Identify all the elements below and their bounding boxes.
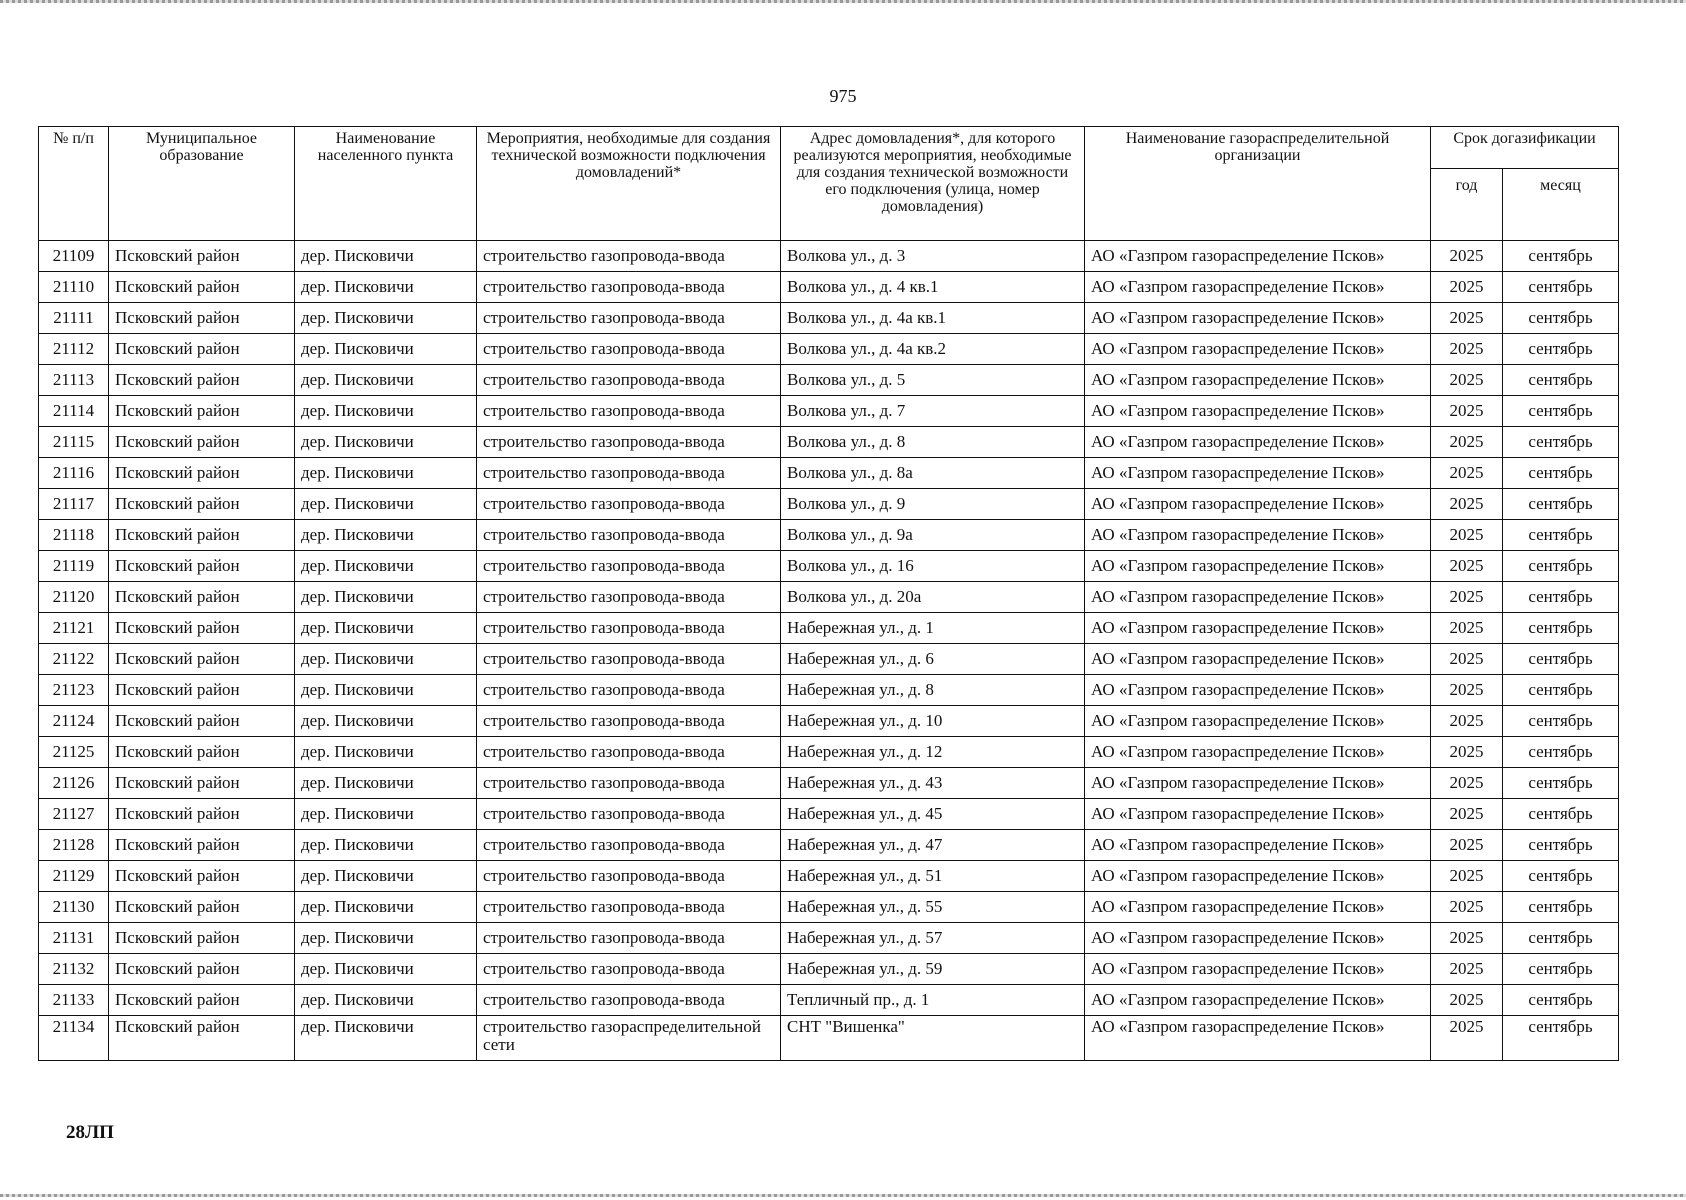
cell-address: Волкова ул., д. 9 bbox=[781, 489, 1085, 520]
cell-month: сентябрь bbox=[1503, 892, 1619, 923]
table-row bbox=[39, 551, 1619, 582]
cell-organization: АО «Газпром газораспределение Псков» bbox=[1085, 706, 1431, 737]
cell-measure: строительство газопровода-ввода bbox=[477, 706, 781, 737]
cell-num: 21111 bbox=[39, 303, 109, 334]
cell-address: Волкова ул., д. 8а bbox=[781, 458, 1085, 489]
table-row bbox=[39, 954, 1619, 985]
header-measures: Мероприятия, необходимые для создания технической возможности подключения домовладений* bbox=[477, 127, 781, 241]
cell-num: 21129 bbox=[39, 861, 109, 892]
table-row bbox=[39, 706, 1619, 737]
cell-locality: дер. Писковичи bbox=[295, 768, 477, 799]
cell-num: 21109 bbox=[39, 241, 109, 272]
cell-month: сентябрь bbox=[1503, 830, 1619, 861]
cell-address: Волкова ул., д. 4а кв.2 bbox=[781, 334, 1085, 365]
cell-organization: АО «Газпром газораспределение Псков» bbox=[1085, 272, 1431, 303]
cell-municipality: Псковский район bbox=[109, 365, 295, 396]
cell-year: 2025 bbox=[1431, 644, 1503, 675]
cell-organization: АО «Газпром газораспределение Псков» bbox=[1085, 520, 1431, 551]
cell-locality: дер. Писковичи bbox=[295, 954, 477, 985]
cell-organization: АО «Газпром газораспределение Псков» bbox=[1085, 923, 1431, 954]
cell-organization: АО «Газпром газораспределение Псков» bbox=[1085, 613, 1431, 644]
cell-municipality: Псковский район bbox=[109, 489, 295, 520]
cell-year: 2025 bbox=[1431, 427, 1503, 458]
cell-num: 21118 bbox=[39, 520, 109, 551]
cell-organization: АО «Газпром газораспределение Псков» bbox=[1085, 334, 1431, 365]
cell-num: 21127 bbox=[39, 799, 109, 830]
cell-num: 21132 bbox=[39, 954, 109, 985]
table-row bbox=[39, 241, 1619, 272]
header-month: месяц bbox=[1503, 169, 1619, 241]
cell-year: 2025 bbox=[1431, 582, 1503, 613]
cell-month: сентябрь bbox=[1503, 582, 1619, 613]
cell-year: 2025 bbox=[1431, 861, 1503, 892]
cell-month: сентябрь bbox=[1503, 458, 1619, 489]
cell-organization: АО «Газпром газораспределение Псков» bbox=[1085, 458, 1431, 489]
cell-measure: строительство газопровода-ввода bbox=[477, 923, 781, 954]
cell-municipality: Псковский район bbox=[109, 644, 295, 675]
cell-address: Волкова ул., д. 8 bbox=[781, 427, 1085, 458]
cell-municipality: Псковский район bbox=[109, 303, 295, 334]
cell-num: 21131 bbox=[39, 923, 109, 954]
cell-address: Волкова ул., д. 7 bbox=[781, 396, 1085, 427]
cell-locality: дер. Писковичи bbox=[295, 582, 477, 613]
cell-address: Волкова ул., д. 16 bbox=[781, 551, 1085, 582]
cell-address: Набережная ул., д. 51 bbox=[781, 861, 1085, 892]
cell-year: 2025 bbox=[1431, 830, 1503, 861]
cell-month: сентябрь bbox=[1503, 520, 1619, 551]
header-organization: Наименование газораспределительной организации bbox=[1085, 127, 1431, 241]
cell-measure: строительство газопровода-ввода bbox=[477, 241, 781, 272]
cell-measure: строительство газопровода-ввода bbox=[477, 551, 781, 582]
cell-organization: АО «Газпром газораспределение Псков» bbox=[1085, 861, 1431, 892]
cell-year: 2025 bbox=[1431, 334, 1503, 365]
table-row bbox=[39, 1016, 1619, 1061]
cell-municipality: Псковский район bbox=[109, 272, 295, 303]
cell-address: Волкова ул., д. 3 bbox=[781, 241, 1085, 272]
cell-organization: АО «Газпром газораспределение Псков» bbox=[1085, 644, 1431, 675]
cell-measure: строительство газопровода-ввода bbox=[477, 830, 781, 861]
cell-locality: дер. Писковичи bbox=[295, 334, 477, 365]
table-row bbox=[39, 365, 1619, 396]
cell-measure: строительство газопровода-ввода bbox=[477, 861, 781, 892]
table-row bbox=[39, 737, 1619, 768]
cell-municipality: Псковский район bbox=[109, 923, 295, 954]
table-row bbox=[39, 799, 1619, 830]
cell-month: сентябрь bbox=[1503, 303, 1619, 334]
gasification-table bbox=[38, 126, 1619, 1061]
cell-year: 2025 bbox=[1431, 675, 1503, 706]
cell-year: 2025 bbox=[1431, 799, 1503, 830]
cell-measure: строительство газопровода-ввода bbox=[477, 954, 781, 985]
cell-num: 21112 bbox=[39, 334, 109, 365]
cell-num: 21134 bbox=[39, 1016, 109, 1061]
cell-num: 21120 bbox=[39, 582, 109, 613]
cell-municipality: Псковский район bbox=[109, 675, 295, 706]
cell-num: 21122 bbox=[39, 644, 109, 675]
cell-year: 2025 bbox=[1431, 551, 1503, 582]
cell-num: 21114 bbox=[39, 396, 109, 427]
cell-municipality: Псковский район bbox=[109, 985, 295, 1016]
cell-locality: дер. Писковичи bbox=[295, 675, 477, 706]
cell-address: Набережная ул., д. 59 bbox=[781, 954, 1085, 985]
cell-measure: строительство газопровода-ввода bbox=[477, 613, 781, 644]
cell-municipality: Псковский район bbox=[109, 582, 295, 613]
cell-locality: дер. Писковичи bbox=[295, 458, 477, 489]
cell-year: 2025 bbox=[1431, 241, 1503, 272]
cell-address: Набережная ул., д. 12 bbox=[781, 737, 1085, 768]
cell-measure: строительство газопровода-ввода bbox=[477, 644, 781, 675]
cell-measure: строительство газопровода-ввода bbox=[477, 334, 781, 365]
cell-month: сентябрь bbox=[1503, 427, 1619, 458]
cell-locality: дер. Писковичи bbox=[295, 427, 477, 458]
cell-month: сентябрь bbox=[1503, 334, 1619, 365]
cell-address: Набережная ул., д. 47 bbox=[781, 830, 1085, 861]
cell-municipality: Псковский район bbox=[109, 830, 295, 861]
cell-address: Набережная ул., д. 57 bbox=[781, 923, 1085, 954]
cell-organization: АО «Газпром газораспределение Псков» bbox=[1085, 241, 1431, 272]
cell-month: сентябрь bbox=[1503, 706, 1619, 737]
cell-locality: дер. Писковичи bbox=[295, 365, 477, 396]
cell-locality: дер. Писковичи bbox=[295, 1016, 477, 1061]
cell-municipality: Псковский район bbox=[109, 768, 295, 799]
cell-address: СНТ "Вишенка" bbox=[781, 1016, 1085, 1061]
cell-municipality: Псковский район bbox=[109, 954, 295, 985]
cell-municipality: Псковский район bbox=[109, 551, 295, 582]
cell-year: 2025 bbox=[1431, 923, 1503, 954]
header-municipality: Муниципальное образование bbox=[109, 127, 295, 241]
cell-year: 2025 bbox=[1431, 272, 1503, 303]
cell-organization: АО «Газпром газораспределение Псков» bbox=[1085, 427, 1431, 458]
cell-municipality: Псковский район bbox=[109, 892, 295, 923]
cell-year: 2025 bbox=[1431, 985, 1503, 1016]
table-header bbox=[39, 127, 1619, 241]
cell-month: сентябрь bbox=[1503, 241, 1619, 272]
cell-year: 2025 bbox=[1431, 396, 1503, 427]
cell-organization: АО «Газпром газораспределение Псков» bbox=[1085, 799, 1431, 830]
cell-month: сентябрь bbox=[1503, 768, 1619, 799]
cell-locality: дер. Писковичи bbox=[295, 241, 477, 272]
cell-month: сентябрь bbox=[1503, 613, 1619, 644]
cell-locality: дер. Писковичи bbox=[295, 303, 477, 334]
cell-municipality: Псковский район bbox=[109, 706, 295, 737]
table-row bbox=[39, 582, 1619, 613]
cell-organization: АО «Газпром газораспределение Псков» bbox=[1085, 396, 1431, 427]
cell-month: сентябрь bbox=[1503, 985, 1619, 1016]
cell-measure: строительство газопровода-ввода bbox=[477, 520, 781, 551]
cell-month: сентябрь bbox=[1503, 799, 1619, 830]
cell-month: сентябрь bbox=[1503, 644, 1619, 675]
cell-organization: АО «Газпром газораспределение Псков» bbox=[1085, 737, 1431, 768]
table-row bbox=[39, 830, 1619, 861]
cell-year: 2025 bbox=[1431, 892, 1503, 923]
cell-num: 21124 bbox=[39, 706, 109, 737]
cell-locality: дер. Писковичи bbox=[295, 892, 477, 923]
cell-address: Тепличный пр., д. 1 bbox=[781, 985, 1085, 1016]
cell-municipality: Псковский район bbox=[109, 613, 295, 644]
cell-month: сентябрь bbox=[1503, 365, 1619, 396]
cell-locality: дер. Писковичи bbox=[295, 737, 477, 768]
cell-num: 21115 bbox=[39, 427, 109, 458]
cell-measure: строительство газораспределительной сети bbox=[477, 1016, 781, 1061]
cell-year: 2025 bbox=[1431, 954, 1503, 985]
table-row bbox=[39, 892, 1619, 923]
cell-measure: строительство газопровода-ввода bbox=[477, 396, 781, 427]
cell-organization: АО «Газпром газораспределение Псков» bbox=[1085, 675, 1431, 706]
cell-address: Набережная ул., д. 43 bbox=[781, 768, 1085, 799]
cell-measure: строительство газопровода-ввода bbox=[477, 427, 781, 458]
cell-municipality: Псковский район bbox=[109, 737, 295, 768]
cell-organization: АО «Газпром газораспределение Псков» bbox=[1085, 365, 1431, 396]
cell-address: Волкова ул., д. 5 bbox=[781, 365, 1085, 396]
document-table-container bbox=[38, 126, 1618, 1061]
cell-year: 2025 bbox=[1431, 613, 1503, 644]
table-row bbox=[39, 303, 1619, 334]
header-locality: Наименование населенного пункта bbox=[295, 127, 477, 241]
cell-month: сентябрь bbox=[1503, 489, 1619, 520]
cell-num: 21119 bbox=[39, 551, 109, 582]
cell-measure: строительство газопровода-ввода bbox=[477, 737, 781, 768]
cell-locality: дер. Писковичи bbox=[295, 613, 477, 644]
table-row bbox=[39, 675, 1619, 706]
cell-organization: АО «Газпром газораспределение Псков» bbox=[1085, 582, 1431, 613]
cell-locality: дер. Писковичи bbox=[295, 644, 477, 675]
cell-num: 21126 bbox=[39, 768, 109, 799]
cell-measure: строительство газопровода-ввода bbox=[477, 985, 781, 1016]
cell-organization: АО «Газпром газораспределение Псков» bbox=[1085, 303, 1431, 334]
table-row bbox=[39, 427, 1619, 458]
cell-measure: строительство газопровода-ввода bbox=[477, 458, 781, 489]
cell-measure: строительство газопровода-ввода bbox=[477, 303, 781, 334]
cell-measure: строительство газопровода-ввода bbox=[477, 582, 781, 613]
cell-organization: АО «Газпром газораспределение Псков» bbox=[1085, 1016, 1431, 1061]
cell-year: 2025 bbox=[1431, 1016, 1503, 1061]
cell-year: 2025 bbox=[1431, 365, 1503, 396]
cell-month: сентябрь bbox=[1503, 551, 1619, 582]
cell-address: Волкова ул., д. 4а кв.1 bbox=[781, 303, 1085, 334]
table-body bbox=[39, 241, 1619, 1061]
cell-address: Волкова ул., д. 4 кв.1 bbox=[781, 272, 1085, 303]
cell-municipality: Псковский район bbox=[109, 1016, 295, 1061]
cell-locality: дер. Писковичи bbox=[295, 551, 477, 582]
cell-locality: дер. Писковичи bbox=[295, 706, 477, 737]
cell-month: сентябрь bbox=[1503, 1016, 1619, 1061]
header-num: № п/п bbox=[39, 127, 109, 241]
scan-edge-top bbox=[0, 0, 1686, 3]
cell-month: сентябрь bbox=[1503, 396, 1619, 427]
cell-measure: строительство газопровода-ввода bbox=[477, 272, 781, 303]
cell-num: 21117 bbox=[39, 489, 109, 520]
cell-address: Набережная ул., д. 55 bbox=[781, 892, 1085, 923]
scan-edge-bottom bbox=[0, 1194, 1686, 1197]
cell-address: Набережная ул., д. 45 bbox=[781, 799, 1085, 830]
cell-address: Волкова ул., д. 20а bbox=[781, 582, 1085, 613]
cell-address: Набережная ул., д. 1 bbox=[781, 613, 1085, 644]
cell-measure: строительство газопровода-ввода bbox=[477, 365, 781, 396]
cell-year: 2025 bbox=[1431, 303, 1503, 334]
table-row bbox=[39, 613, 1619, 644]
cell-year: 2025 bbox=[1431, 458, 1503, 489]
page-number: 975 bbox=[829, 86, 857, 106]
cell-num: 21110 bbox=[39, 272, 109, 303]
cell-organization: АО «Газпром газораспределение Псков» bbox=[1085, 985, 1431, 1016]
cell-address: Волкова ул., д. 9а bbox=[781, 520, 1085, 551]
cell-measure: строительство газопровода-ввода bbox=[477, 768, 781, 799]
cell-municipality: Псковский район bbox=[109, 458, 295, 489]
cell-municipality: Псковский район bbox=[109, 799, 295, 830]
cell-num: 21133 bbox=[39, 985, 109, 1016]
cell-locality: дер. Писковичи bbox=[295, 861, 477, 892]
footer-code: 28ЛП bbox=[66, 1122, 114, 1143]
cell-year: 2025 bbox=[1431, 520, 1503, 551]
table-row bbox=[39, 334, 1619, 365]
cell-month: сентябрь bbox=[1503, 923, 1619, 954]
cell-year: 2025 bbox=[1431, 706, 1503, 737]
cell-locality: дер. Писковичи bbox=[295, 830, 477, 861]
cell-measure: строительство газопровода-ввода bbox=[477, 675, 781, 706]
cell-address: Набережная ул., д. 6 bbox=[781, 644, 1085, 675]
header-year: год bbox=[1431, 169, 1503, 241]
cell-num: 21130 bbox=[39, 892, 109, 923]
table-row bbox=[39, 396, 1619, 427]
cell-municipality: Псковский район bbox=[109, 241, 295, 272]
cell-municipality: Псковский район bbox=[109, 520, 295, 551]
header-deadline: Срок догазификации bbox=[1431, 127, 1619, 169]
table-row bbox=[39, 861, 1619, 892]
cell-num: 21125 bbox=[39, 737, 109, 768]
table-row bbox=[39, 644, 1619, 675]
cell-measure: строительство газопровода-ввода bbox=[477, 799, 781, 830]
cell-num: 21123 bbox=[39, 675, 109, 706]
cell-organization: АО «Газпром газораспределение Псков» bbox=[1085, 551, 1431, 582]
table-row bbox=[39, 768, 1619, 799]
cell-organization: АО «Газпром газораспределение Псков» bbox=[1085, 830, 1431, 861]
cell-month: сентябрь bbox=[1503, 737, 1619, 768]
cell-year: 2025 bbox=[1431, 737, 1503, 768]
cell-month: сентябрь bbox=[1503, 954, 1619, 985]
cell-organization: АО «Газпром газораспределение Псков» bbox=[1085, 954, 1431, 985]
table-row bbox=[39, 272, 1619, 303]
cell-locality: дер. Писковичи bbox=[295, 923, 477, 954]
cell-locality: дер. Писковичи bbox=[295, 272, 477, 303]
cell-locality: дер. Писковичи bbox=[295, 985, 477, 1016]
table-row bbox=[39, 458, 1619, 489]
cell-year: 2025 bbox=[1431, 489, 1503, 520]
cell-measure: строительство газопровода-ввода bbox=[477, 892, 781, 923]
table-row bbox=[39, 985, 1619, 1016]
cell-num: 21128 bbox=[39, 830, 109, 861]
cell-municipality: Псковский район bbox=[109, 861, 295, 892]
table-row bbox=[39, 489, 1619, 520]
cell-locality: дер. Писковичи bbox=[295, 489, 477, 520]
cell-num: 21116 bbox=[39, 458, 109, 489]
cell-municipality: Псковский район bbox=[109, 396, 295, 427]
cell-address: Набережная ул., д. 10 bbox=[781, 706, 1085, 737]
cell-month: сентябрь bbox=[1503, 675, 1619, 706]
cell-locality: дер. Писковичи bbox=[295, 396, 477, 427]
cell-month: сентябрь bbox=[1503, 861, 1619, 892]
cell-address: Набережная ул., д. 8 bbox=[781, 675, 1085, 706]
cell-year: 2025 bbox=[1431, 768, 1503, 799]
cell-measure: строительство газопровода-ввода bbox=[477, 489, 781, 520]
cell-municipality: Псковский район bbox=[109, 427, 295, 458]
cell-month: сентябрь bbox=[1503, 272, 1619, 303]
table-row bbox=[39, 520, 1619, 551]
cell-num: 21113 bbox=[39, 365, 109, 396]
cell-locality: дер. Писковичи bbox=[295, 799, 477, 830]
cell-organization: АО «Газпром газораспределение Псков» bbox=[1085, 768, 1431, 799]
cell-num: 21121 bbox=[39, 613, 109, 644]
cell-organization: АО «Газпром газораспределение Псков» bbox=[1085, 892, 1431, 923]
table-row bbox=[39, 923, 1619, 954]
header-address: Адрес домовладения*, для которого реализуются мероприятия, необходимые для создания технической возможности его подключения (улица, номер домовладения) bbox=[781, 127, 1085, 241]
cell-organization: АО «Газпром газораспределение Псков» bbox=[1085, 489, 1431, 520]
cell-municipality: Псковский район bbox=[109, 334, 295, 365]
cell-locality: дер. Писковичи bbox=[295, 520, 477, 551]
